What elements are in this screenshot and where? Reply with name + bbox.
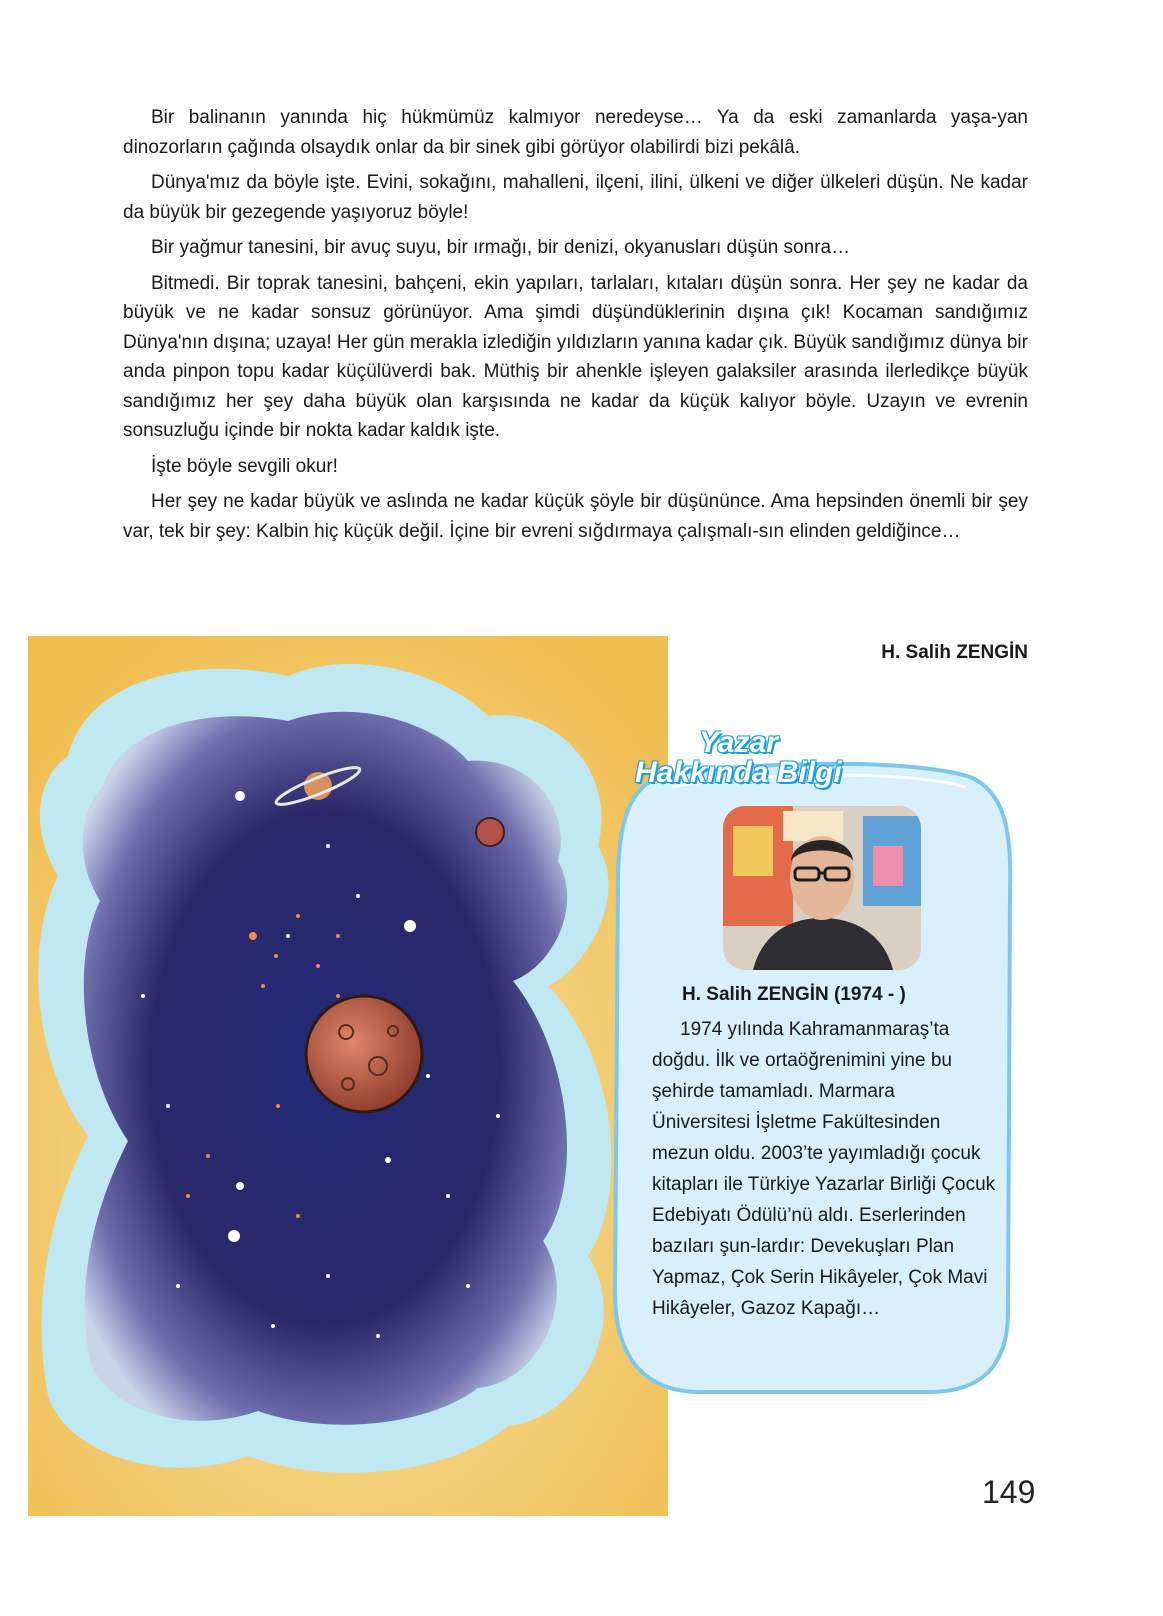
story-paragraph: Bir yağmur tanesini, bir avuç suyu, bir ırmağı, bir denizi, okyanusları düşün sonra… bbox=[151, 237, 851, 258]
story-paragraph: Bitmedi. Bir toprak tanesini, bahçeni, ekin yapıları, tarlaları, kıtaları düşün sonra. Her şey ne kadar da büyük ve ne kadar sonsuz görünüyor. Ama şimdi düşündüklerinin dışına çık! Kocaman sandığımız Dünya'nın dışına; uzaya! Her gün merakla izlediğin yıldızların yanına kadar çık. Büyük sandığımız dünya bir anda pinpon topu kadar küçülüverdi bak. Müthiş bir ahenkle işleyen galaksiler arasında ilerledikçe büyük sandığımız her şey daha büyük olan karşısında ne kadar da küçük kalıyor böyle. Uzayın ve evrenin sonsuzluğu içinde bir nokta kadar kaldık işte. bbox=[123, 272, 1028, 441]
author-photo bbox=[723, 806, 921, 970]
story-paragraph: Dünya'mız da böyle işte. Evini, sokağını, mahalleni, ilçeni, ilini, ülkeni ve diğer ülkeleri düşün. Ne kadar da büyük bir gezegende yaşıyoruz böyle! bbox=[123, 172, 1028, 223]
card-title-line-1: Yazar bbox=[698, 726, 778, 759]
author-info-card bbox=[610, 726, 1015, 1402]
page-number: 149 bbox=[982, 1474, 1036, 1510]
small-red-planet bbox=[476, 818, 504, 846]
story-paragraph: Bir balinanın yanında hiç hükmümüz kalmıyor neredeyse… Ya da eski zamanlarda yaşa-yan dinozorların çağında olsaydık onlar da bir sinek gibi görüyor olabilirdi bizi pekâlâ. bbox=[123, 107, 1028, 158]
story-author: H. Salih ZENGİN bbox=[881, 642, 1028, 663]
story-paragraph: İşte böyle sevgili okur! bbox=[151, 455, 338, 477]
author-bio: 1974 yılında Kahramanmaraş’ta doğdu. İlk ve ortaöğrenimini yine bu şehirde tamamladı. Marmara Üniversitesi İşletme Fakültesinden mezun oldu. 2003’te yayımladığı çocuk kitapları ile Türkiye Yazarlar Birliği Çocuk Edebiyatı Ödülü’nü aldı. Eserlerinden bazıları şun-lardır: Devekuşları Plan Yapmaz, Çok Serin Hikâyeler, Çok Mavi Hikâyeler, Gazoz Kapağı… bbox=[652, 1019, 996, 1319]
card-title bbox=[635, 728, 842, 788]
card-title-line-2: Hakkında Bilgi bbox=[635, 756, 842, 789]
space-illustration bbox=[28, 636, 668, 1516]
story-paragraph: Her şey ne kadar büyük ve aslında ne kadar küçük şöyle bir düşününce. Ama hepsinden önemli bir şey var, tek bir şey: Kalbin hiç küçük değil. İçine bir evreni sığdırmaya çalışmalı-sın elinden geldiğince… bbox=[123, 491, 1028, 542]
author-name-years: H. Salih ZENGİN (1974 - ) bbox=[682, 984, 906, 1005]
mars-planet bbox=[306, 996, 422, 1112]
story-body bbox=[123, 103, 1028, 552]
